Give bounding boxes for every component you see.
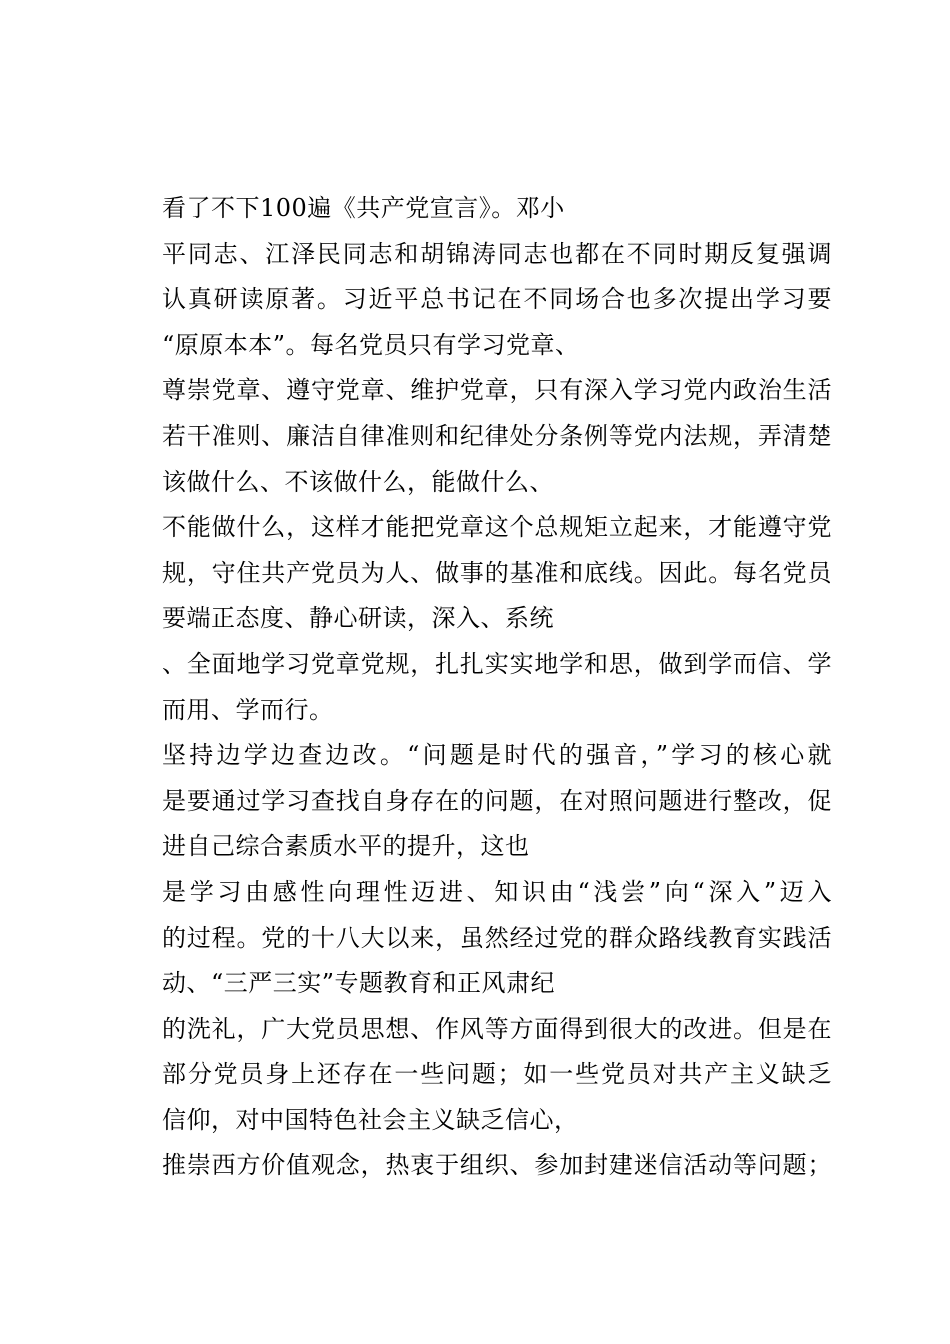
text-line: 、全面地学习党章党规，扎扎实实地学和思，做到学而信、学 <box>162 649 832 678</box>
text-line: 而用、学而行。 <box>162 695 334 724</box>
text-line: 规，守住共产党员为人、做事的基准和底线。因此。每名党员 <box>162 558 832 587</box>
text-line: 认真研读原著。习近平总书记在不同场合也多次提出学习要 <box>162 285 832 314</box>
text-line: 该做什么、不该做什么，能做什么、 <box>162 467 554 496</box>
text-line: 的过程。党的十八大以来，虽然经过党的群众路线教育实践活 <box>162 923 832 952</box>
text-line: 不能做什么，这样才能把党章这个总规矩立起来，才能遵守党 <box>162 513 832 542</box>
text-line: 的洗礼，广大党员思想、作风等方面得到很大的改进。但是在 <box>162 1014 832 1043</box>
text-line: 部分党员身上还存在一些问题；如一些党员对共产主义缺乏 <box>162 1060 832 1089</box>
text-line: 动、“三严三实”专题教育和正风肃纪 <box>162 969 556 998</box>
text-line: 平同志、江泽民同志和胡锦涛同志也都在不同时期反复强调 <box>162 239 832 268</box>
text-line: 坚持边学边查边改。“问题是时代的强音，”学习的核心就 <box>162 741 832 770</box>
text-line: “原原本本”。每名党员只有学习党章、 <box>162 330 580 359</box>
text-line: 要端正态度、静心研读，深入、系统 <box>162 604 554 633</box>
text-line: 是学习由感性向理性迈进、知识由“浅尝”向“深入”迈入 <box>162 877 832 906</box>
text-line: 推崇西方价值观念，热衷于组织、参加封建迷信活动等问题； <box>162 1151 832 1180</box>
text-line: 是要通过学习查找自身存在的问题，在对照问题进行整改，促 <box>162 786 832 815</box>
text-line: 信仰，对中国特色社会主义缺乏信心， <box>162 1105 579 1134</box>
body-text <box>162 186 832 1189</box>
text-line: 若干准则、廉洁自律准则和纪律处分条例等党内法规，弄清楚 <box>162 421 832 450</box>
text-line: 尊崇党章、遵守党章、维护党章，只有深入学习党内政治生活 <box>162 376 832 405</box>
text-line: 进自己综合素质水平的提升，这也 <box>162 832 530 861</box>
text-line: 看了不下100遍《共产党宣言》。邓小 <box>162 194 565 222</box>
